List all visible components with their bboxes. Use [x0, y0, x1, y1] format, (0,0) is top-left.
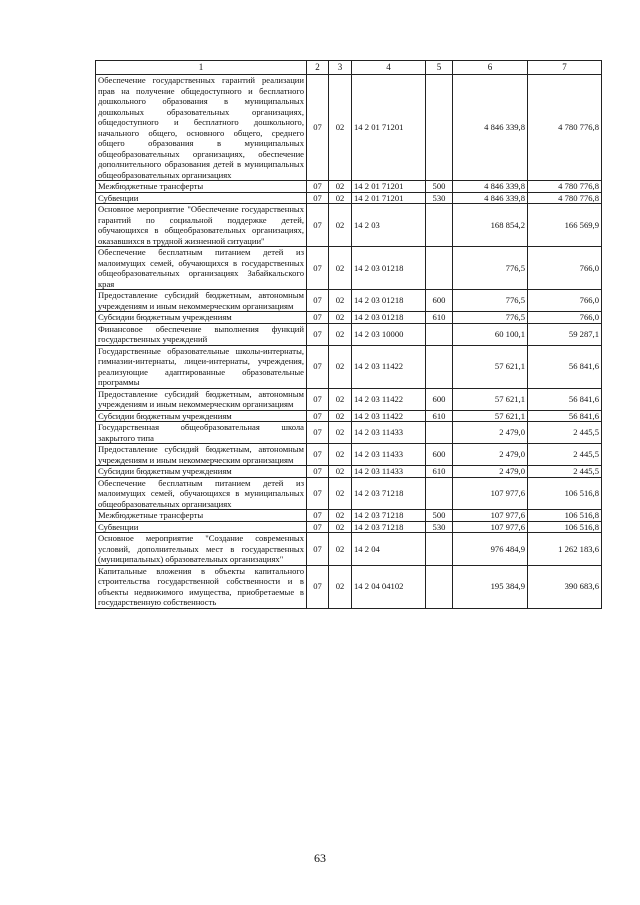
row-amount-2: 2 445,5 [528, 466, 602, 478]
row-expense-type: 600 [426, 444, 453, 466]
row-subsection: 02 [329, 410, 352, 422]
row-name: Субсидии бюджетным учреждениям [96, 410, 307, 422]
row-expense-type [426, 75, 453, 181]
row-amount-2: 56 841,6 [528, 410, 602, 422]
row-amount-1: 2 479,0 [453, 466, 528, 478]
table-row [96, 181, 602, 193]
row-amount-1: 107 977,6 [453, 521, 528, 533]
row-amount-1: 776,5 [453, 247, 528, 290]
row-expense-type [426, 323, 453, 345]
table-row [96, 323, 602, 345]
row-section: 07 [307, 565, 329, 608]
row-amount-1: 57 621,1 [453, 410, 528, 422]
row-target-article: 14 2 03 11422 [352, 388, 426, 410]
row-name: Предоставление субсидий бюджетным, автономным учреждениям и иным некоммерческим организациям [96, 444, 307, 466]
row-expense-type: 530 [426, 192, 453, 204]
row-target-article: 14 2 03 11433 [352, 422, 426, 444]
row-name: Субвенции [96, 192, 307, 204]
row-amount-1: 2 479,0 [453, 444, 528, 466]
row-subsection: 02 [329, 204, 352, 247]
header-col-2: 2 [307, 61, 329, 75]
row-amount-2: 766,0 [528, 290, 602, 312]
row-amount-1: 168 854,2 [453, 204, 528, 247]
header-col-7: 7 [528, 61, 602, 75]
row-amount-2: 766,0 [528, 312, 602, 324]
page-number: 63 [314, 851, 326, 865]
table-row [96, 521, 602, 533]
row-name: Межбюджетные трансферты [96, 181, 307, 193]
row-expense-type [426, 533, 453, 566]
row-name: Государственные образовательные школы-интернаты, гимназии-интернаты, лицеи-интернаты, учреждения, реализующие адаптированные образовательные программы [96, 345, 307, 388]
row-section: 07 [307, 477, 329, 510]
row-section: 07 [307, 444, 329, 466]
row-subsection: 02 [329, 466, 352, 478]
row-target-article: 14 2 03 11433 [352, 444, 426, 466]
row-name: Капитальные вложения в объекты капитального строительства государственной собственности и в объекты недвижимого имущества, приобретаемые в государственную собственность [96, 565, 307, 608]
row-section: 07 [307, 323, 329, 345]
row-target-article: 14 2 04 [352, 533, 426, 566]
row-section: 07 [307, 533, 329, 566]
row-name: Межбюджетные трансферты [96, 510, 307, 522]
table-row [96, 533, 602, 566]
header-col-5: 5 [426, 61, 453, 75]
row-name: Субсидии бюджетным учреждениям [96, 466, 307, 478]
table-row [96, 410, 602, 422]
row-amount-2: 390 683,6 [528, 565, 602, 608]
row-section: 07 [307, 247, 329, 290]
row-amount-1: 195 384,9 [453, 565, 528, 608]
row-amount-1: 57 621,1 [453, 345, 528, 388]
row-amount-1: 776,5 [453, 290, 528, 312]
row-expense-type: 500 [426, 510, 453, 522]
row-name: Обеспечение бесплатным питанием детей из малоимущих семей, обучающихся в муниципальных общеобразовательных организациях [96, 477, 307, 510]
row-expense-type [426, 422, 453, 444]
table-row [96, 290, 602, 312]
table-row [96, 75, 602, 181]
row-target-article: 14 2 03 11422 [352, 345, 426, 388]
row-section: 07 [307, 521, 329, 533]
table-header-row [96, 61, 602, 75]
row-amount-1: 776,5 [453, 312, 528, 324]
row-expense-type: 610 [426, 312, 453, 324]
row-section: 07 [307, 75, 329, 181]
row-amount-1: 60 100,1 [453, 323, 528, 345]
row-expense-type [426, 477, 453, 510]
row-amount-2: 2 445,5 [528, 444, 602, 466]
row-amount-2: 4 780 776,8 [528, 75, 602, 181]
row-section: 07 [307, 312, 329, 324]
row-expense-type: 600 [426, 388, 453, 410]
row-section: 07 [307, 466, 329, 478]
row-name: Субвенции [96, 521, 307, 533]
row-expense-type [426, 565, 453, 608]
row-section: 07 [307, 192, 329, 204]
table-row [96, 247, 602, 290]
row-amount-2: 766,0 [528, 247, 602, 290]
row-subsection: 02 [329, 388, 352, 410]
row-name: Субсидии бюджетным учреждениям [96, 312, 307, 324]
row-section: 07 [307, 510, 329, 522]
row-subsection: 02 [329, 290, 352, 312]
row-amount-2: 59 287,1 [528, 323, 602, 345]
row-target-article: 14 2 01 71201 [352, 192, 426, 204]
row-subsection: 02 [329, 323, 352, 345]
row-section: 07 [307, 422, 329, 444]
row-subsection: 02 [329, 312, 352, 324]
row-expense-type [426, 204, 453, 247]
row-amount-2: 56 841,6 [528, 345, 602, 388]
row-amount-1: 4 846 339,8 [453, 181, 528, 193]
row-name: Основное мероприятие "Обеспечение государственных гарантий по социальной поддержке детей, обучающихся в общеобразовательных организациях, оказавшихся в трудной жизненной ситуации" [96, 204, 307, 247]
row-amount-2: 4 780 776,8 [528, 192, 602, 204]
row-amount-1: 2 479,0 [453, 422, 528, 444]
row-amount-1: 4 846 339,8 [453, 192, 528, 204]
row-target-article: 14 2 03 01218 [352, 290, 426, 312]
row-subsection: 02 [329, 521, 352, 533]
table-row [96, 422, 602, 444]
row-subsection: 02 [329, 422, 352, 444]
row-target-article: 14 2 03 11433 [352, 466, 426, 478]
row-target-article: 14 2 03 71218 [352, 521, 426, 533]
row-target-article: 14 2 03 01218 [352, 312, 426, 324]
table-row [96, 510, 602, 522]
row-target-article: 14 2 01 71201 [352, 75, 426, 181]
row-amount-1: 976 484,9 [453, 533, 528, 566]
row-expense-type: 500 [426, 181, 453, 193]
row-subsection: 02 [329, 247, 352, 290]
table-row [96, 312, 602, 324]
row-subsection: 02 [329, 565, 352, 608]
row-expense-type: 600 [426, 290, 453, 312]
row-amount-1: 107 977,6 [453, 510, 528, 522]
row-amount-1: 4 846 339,8 [453, 75, 528, 181]
row-subsection: 02 [329, 510, 352, 522]
row-amount-2: 106 516,8 [528, 510, 602, 522]
row-amount-2: 2 445,5 [528, 422, 602, 444]
table-row [96, 388, 602, 410]
row-amount-2: 56 841,6 [528, 388, 602, 410]
budget-table [95, 60, 602, 609]
header-col-3: 3 [329, 61, 352, 75]
row-subsection: 02 [329, 192, 352, 204]
table-body [96, 75, 602, 609]
row-amount-1: 107 977,6 [453, 477, 528, 510]
row-target-article: 14 2 04 04102 [352, 565, 426, 608]
row-name: Государственная общеобразовательная школа закрытого типа [96, 422, 307, 444]
row-target-article: 14 2 03 [352, 204, 426, 247]
row-expense-type: 530 [426, 521, 453, 533]
row-amount-2: 106 516,8 [528, 521, 602, 533]
table-row [96, 477, 602, 510]
row-target-article: 14 2 03 01218 [352, 247, 426, 290]
row-section: 07 [307, 181, 329, 193]
row-target-article: 14 2 01 71201 [352, 181, 426, 193]
row-expense-type: 610 [426, 466, 453, 478]
row-target-article: 14 2 03 71218 [352, 510, 426, 522]
row-subsection: 02 [329, 444, 352, 466]
row-subsection: 02 [329, 181, 352, 193]
row-subsection: 02 [329, 345, 352, 388]
table-row [96, 345, 602, 388]
row-section: 07 [307, 204, 329, 247]
row-amount-2: 106 516,8 [528, 477, 602, 510]
row-name: Обеспечение бесплатным питанием детей из малоимущих семей, обучающихся в государственных общеобразовательных организациях Забайкальского края [96, 247, 307, 290]
row-amount-2: 166 569,9 [528, 204, 602, 247]
row-expense-type: 610 [426, 410, 453, 422]
row-target-article: 14 2 03 71218 [352, 477, 426, 510]
row-section: 07 [307, 410, 329, 422]
table-row [96, 466, 602, 478]
table-row [96, 565, 602, 608]
row-section: 07 [307, 290, 329, 312]
table-row [96, 192, 602, 204]
table-row [96, 204, 602, 247]
row-expense-type [426, 247, 453, 290]
row-amount-2: 4 780 776,8 [528, 181, 602, 193]
row-target-article: 14 2 03 11422 [352, 410, 426, 422]
row-subsection: 02 [329, 477, 352, 510]
row-amount-2: 1 262 183,6 [528, 533, 602, 566]
header-col-1: 1 [96, 61, 307, 75]
table-row [96, 444, 602, 466]
row-name: Предоставление субсидий бюджетным, автономным учреждениям и иным некоммерческим организациям [96, 290, 307, 312]
row-amount-1: 57 621,1 [453, 388, 528, 410]
row-target-article: 14 2 03 10000 [352, 323, 426, 345]
row-section: 07 [307, 345, 329, 388]
row-name: Основное мероприятие "Создание современных условий, дополнительных мест в государственных (муниципальных) образовательных организациях" [96, 533, 307, 566]
row-expense-type [426, 345, 453, 388]
header-col-4: 4 [352, 61, 426, 75]
row-name: Предоставление субсидий бюджетным, автономным учреждениям и иным некоммерческим организациям [96, 388, 307, 410]
row-name: Обеспечение государственных гарантий реализации прав на получение общедоступного и бесплатного дошкольного образования в муниципальных дошкольных образовательных организациях, общедоступного и бесплатного дошкольного, начального общего, основного общего, среднего общего образования в муниципальных общеобразовательных организациях, обеспечение дополнительного образования детей в муниципальных общеобразовательных организациях [96, 75, 307, 181]
row-section: 07 [307, 388, 329, 410]
row-subsection: 02 [329, 75, 352, 181]
row-name: Финансовое обеспечение выполнения функций государственных учреждений [96, 323, 307, 345]
row-subsection: 02 [329, 533, 352, 566]
header-col-6: 6 [453, 61, 528, 75]
